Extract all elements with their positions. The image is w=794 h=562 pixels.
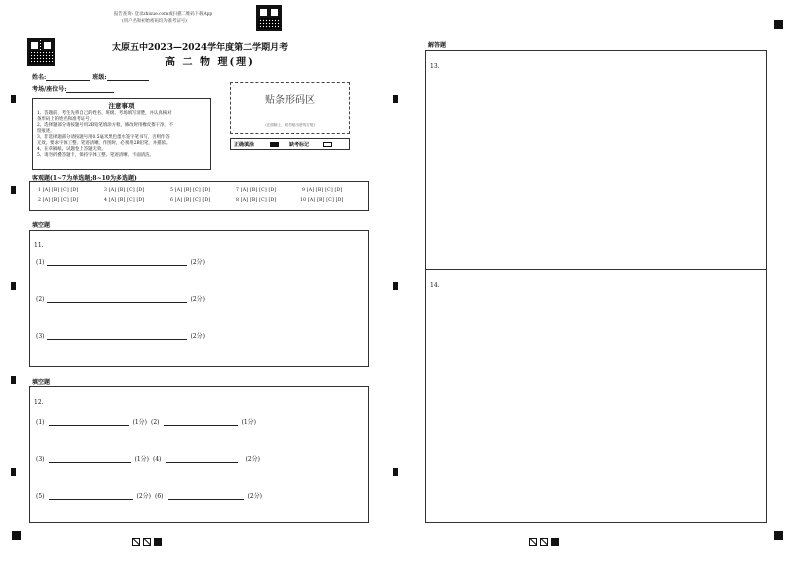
answer-line-12-row1[interactable] [36, 417, 256, 426]
side-mark [393, 95, 398, 103]
notice-line: 5、请勿折叠答题卡，保持字体工整、笔迹清晰、卡面清洁。 [37, 153, 154, 158]
fill-section-title: 填空题 [32, 222, 51, 229]
seat-field[interactable] [66, 86, 114, 93]
qr-code-left [27, 38, 55, 66]
score-label: (1分) [134, 456, 149, 463]
side-mark [11, 468, 16, 476]
side-mark [11, 282, 16, 290]
option-group-6[interactable]: 6 [A] [B] [C] [D] [170, 198, 211, 203]
notice-line: 3、非选择题部分请按题号用0.5毫米黑色墨水签字笔书写，否则作答 [37, 135, 170, 140]
item-number: (6) [155, 493, 164, 500]
answer-blank[interactable] [49, 418, 129, 426]
page-code-left [132, 531, 162, 550]
fill-example-row [230, 138, 350, 150]
option-group-9[interactable]: 9 [A] [B] [C] [D] [302, 188, 343, 193]
login-hint-text: (用户名和初始密码均为准考证号) [122, 19, 187, 24]
answer-blank[interactable] [168, 492, 244, 500]
option-group-10[interactable]: 10 [A] [B] [C] [D] [300, 198, 344, 203]
notice-line: 无效。要求字体工整、笔迹清晰。作图时，必须用2B铅笔，并描浓。 [37, 141, 171, 146]
corner-mark-bottom-right [774, 531, 783, 540]
score-label: (2分) [247, 493, 262, 500]
page-code-box [551, 538, 559, 546]
score-label: (2分) [190, 296, 205, 303]
score-label: (1分) [241, 419, 256, 426]
side-mark [393, 282, 398, 290]
barcode-note: (正面朝上，切勿贴出虚线方框) [265, 123, 315, 127]
absent-checkbox[interactable] [323, 142, 332, 147]
page-code-box [540, 538, 548, 546]
notice-title: 注意事项 [108, 102, 135, 110]
item-number: (1) [36, 419, 45, 426]
answer-blank[interactable] [166, 455, 238, 463]
score-label: (2分) [136, 493, 151, 500]
item-number: (1) [36, 259, 45, 266]
answer-line-11-2[interactable] [36, 294, 205, 303]
option-group-5[interactable]: 5 [A] [B] [C] [D] [170, 188, 211, 193]
answer-blank[interactable] [47, 295, 187, 303]
objective-box [29, 181, 369, 211]
question-11-box [29, 230, 369, 367]
option-group-3[interactable]: 3 [A] [B] [C] [D] [104, 188, 145, 193]
barcode-area [230, 82, 350, 134]
class-field[interactable] [107, 74, 149, 81]
correct-fill-label: 正确填涂 [234, 141, 255, 148]
score-label: (1分) [132, 419, 147, 426]
notice-line: 4、在草稿纸、试题卷上答题无效。 [37, 147, 106, 152]
answer-line-12-row2[interactable] [36, 454, 260, 463]
notice-line: 2、选择题部分请按题号用2B铅笔填涂方框，修改时用橡皮擦干净，不 [37, 123, 174, 128]
answer-blank[interactable] [47, 332, 187, 340]
corner-mark-bottom-left [12, 531, 21, 540]
page-code-box [529, 538, 537, 546]
item-number: (2) [36, 296, 45, 303]
exam-subtitle: 高 二 物 理(理) [165, 57, 255, 68]
score-label: (2分) [190, 259, 205, 266]
question-number: 12. [34, 399, 44, 406]
option-group-2[interactable]: 2 [A] [B] [C] [D] [38, 198, 79, 203]
answer-blank[interactable] [164, 418, 238, 426]
fill-section-title: 填空题 [32, 379, 51, 386]
notice-box [32, 98, 211, 170]
exam-title: 太原五中2023—2024学年度第二学期月考 [112, 43, 289, 53]
notice-line: 留痕迹。 [37, 129, 55, 134]
item-number: (5) [36, 493, 45, 500]
qr-code-top [256, 5, 282, 31]
page-code-right [529, 531, 559, 550]
absent-label: 缺考标记 [289, 141, 310, 148]
correct-fill-sample [270, 142, 279, 147]
name-field[interactable] [46, 74, 90, 81]
item-number: (4) [153, 456, 162, 463]
answer-line-12-row3[interactable] [36, 491, 262, 500]
option-group-8[interactable]: 8 [A] [B] [C] [D] [236, 198, 277, 203]
student-info [32, 72, 149, 93]
question-number: 13. [430, 63, 440, 70]
page-code-box [143, 538, 151, 546]
corner-mark-top-right [774, 20, 783, 29]
score-label: (2分) [245, 456, 260, 463]
option-group-1[interactable]: 1 [A] [B] [C] [D] [38, 188, 79, 193]
barcode-title: 贴条形码区 [265, 95, 315, 106]
notice-line: 1、答题前，考生先将自己的姓名、班级、考场填写清楚，并认真核对 [37, 111, 172, 116]
page-code-box [154, 538, 162, 546]
objective-title: 客观题(1~7为单选题;8~10为多选题) [32, 175, 137, 182]
item-number: (3) [36, 333, 45, 340]
notice-line: 条形码上的姓名和准考证号。 [37, 117, 95, 122]
answer-section-title: 解答题 [428, 42, 447, 49]
report-query-text: 报告查询: 登录zhixue.com或扫描二维码下载App [114, 12, 213, 17]
score-label: (2分) [190, 333, 205, 340]
class-label: 班级: [92, 74, 107, 81]
page-code-box [132, 538, 140, 546]
item-number: (3) [36, 456, 45, 463]
seat-label: 考场/座位号: [32, 86, 67, 93]
answer-blank[interactable] [47, 258, 187, 266]
option-group-7[interactable]: 7 [A] [B] [C] [D] [236, 188, 277, 193]
question-14-box[interactable] [425, 269, 767, 523]
question-12-box [29, 386, 369, 523]
answer-line-11-3[interactable] [36, 331, 205, 340]
option-group-4[interactable]: 4 [A] [B] [C] [D] [104, 198, 145, 203]
question-number: 14. [430, 282, 440, 289]
side-mark [11, 95, 16, 103]
question-13-box[interactable] [425, 50, 767, 270]
side-mark [393, 468, 398, 476]
item-number: (2) [151, 419, 160, 426]
question-number: 11. [34, 242, 44, 249]
answer-line-11-1[interactable] [36, 257, 205, 266]
name-label: 姓名: [32, 74, 47, 81]
answer-blank[interactable] [49, 492, 133, 500]
side-mark [11, 186, 16, 194]
answer-blank[interactable] [49, 455, 131, 463]
side-mark [11, 376, 16, 384]
